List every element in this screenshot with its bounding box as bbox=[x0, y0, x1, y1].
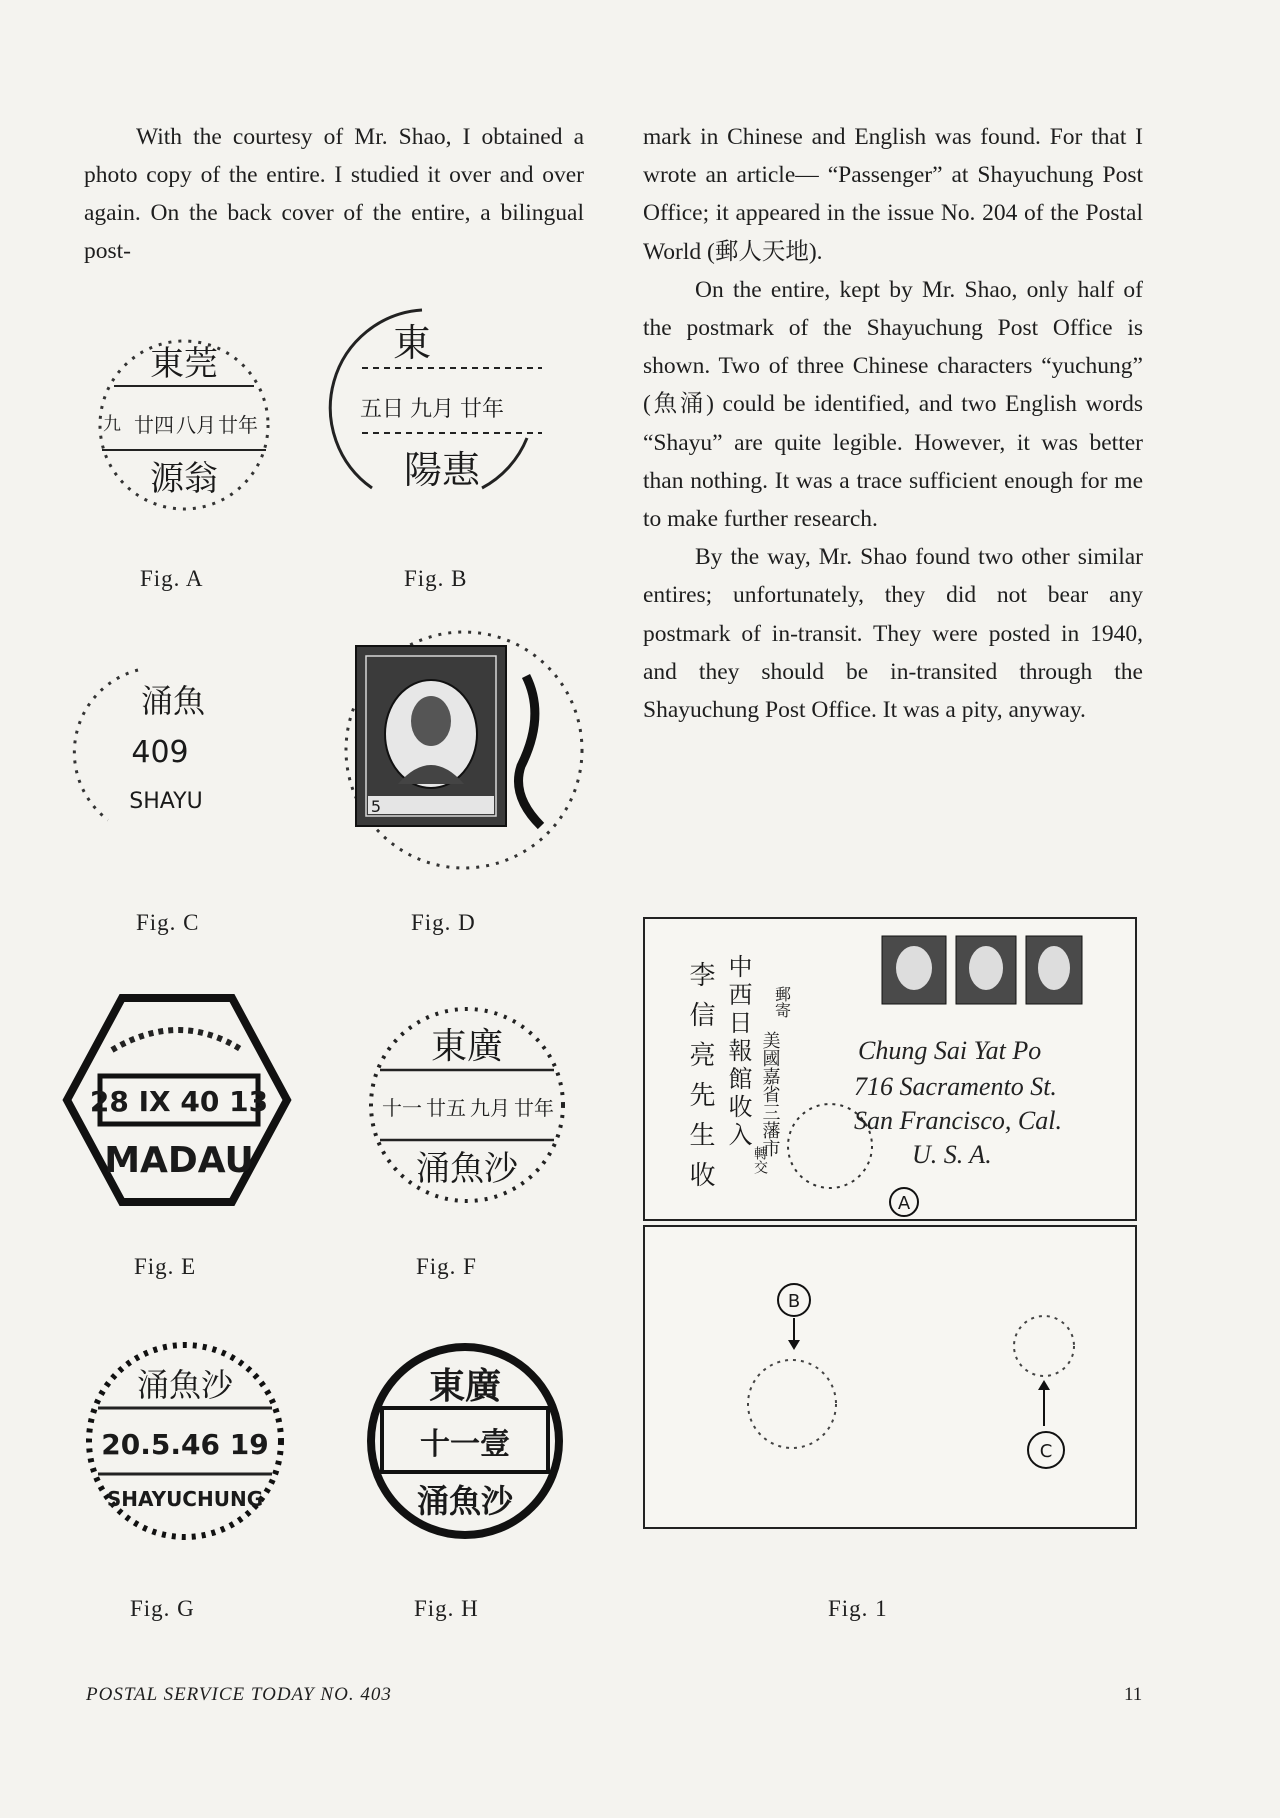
fig-a-date-1: 廿四 bbox=[134, 413, 174, 437]
figure-e-postmark bbox=[62, 990, 292, 1210]
fig-e-date: 28 IX 40 13 bbox=[89, 1085, 269, 1118]
fig-h-top-text: 東廣 bbox=[428, 1366, 502, 1407]
journal-footer: POSTAL SERVICE TODAY NO. 403 bbox=[86, 1684, 392, 1705]
fig-b-bottom-text: 陽惠 bbox=[403, 448, 481, 492]
figure-g-postmark bbox=[80, 1336, 290, 1546]
cover-marker-b: B bbox=[787, 1291, 801, 1312]
cover-address-line-4: U. S. A. bbox=[912, 1140, 992, 1169]
fig-d-caption: Fig. D bbox=[411, 910, 476, 935]
fig-b-date-1: 五日 bbox=[359, 397, 405, 422]
fig-c-top-text: 涌魚 bbox=[140, 682, 206, 720]
fig-g-date: 20.5.46 19 bbox=[101, 1428, 269, 1461]
cover-forward-vertical: 轉交 bbox=[752, 1146, 768, 1174]
figure-f-postmark bbox=[362, 1000, 572, 1210]
figure-b-postmark bbox=[332, 298, 552, 518]
fig-b-caption: Fig. B bbox=[404, 566, 468, 591]
fig-1-caption: Fig. 1 bbox=[828, 1596, 888, 1621]
fig-f-date-2: 廿五 bbox=[426, 1096, 466, 1120]
fig-c-bottom-text: SHAYU bbox=[129, 789, 203, 814]
fig-a-date-2: 八月 bbox=[176, 413, 216, 437]
cover-newspaper-vertical: 中西日報館收入 bbox=[724, 954, 752, 1150]
figure-h-postmark bbox=[360, 1336, 570, 1546]
fig-e-caption: Fig. E bbox=[134, 1254, 197, 1279]
fig-f-date-3: 九月 bbox=[470, 1096, 510, 1120]
right-column-text bbox=[643, 118, 1143, 729]
fig-a-day: 九 bbox=[103, 414, 121, 435]
fig-a-date-3: 廿年 bbox=[218, 413, 258, 437]
fig-c-caption: Fig. C bbox=[136, 910, 200, 935]
cover-address-line-1: Chung Sai Yat Po bbox=[858, 1036, 1042, 1065]
cover-destination-vertical: 美國嘉省三藩市 bbox=[759, 1031, 781, 1157]
fig-g-caption: Fig. G bbox=[130, 1596, 195, 1621]
page-number: 11 bbox=[1124, 1684, 1143, 1705]
fig-a-top-text: 東莞 bbox=[150, 344, 218, 384]
paragraph-right-3: By the way, Mr. Shao found two other similar entires; unfortunately, they did not bear any postmark of in-transit. They were posted in 1940, and they should be in-transited through the Shayuchung Post Office. It was a pity, anyway. bbox=[643, 544, 1143, 724]
fig-g-top-text: 涌魚沙 bbox=[136, 1366, 234, 1404]
cover-addressee-vertical: 李信亮先生收 bbox=[685, 961, 715, 1201]
fig-a-bottom-text: 源翁 bbox=[150, 459, 218, 499]
left-column-text bbox=[84, 118, 584, 270]
fig-b-top-text: 東 bbox=[392, 321, 432, 365]
fig-f-date-4: 廿年 bbox=[514, 1096, 554, 1120]
fig-b-date-3: 廿年 bbox=[459, 397, 505, 422]
fig-h-bottom-text: 涌魚沙 bbox=[416, 1482, 514, 1520]
cover-post-vertical: 郵寄 bbox=[772, 986, 792, 1018]
fig-f-caption: Fig. F bbox=[416, 1254, 477, 1279]
fig-a-caption: Fig. A bbox=[140, 566, 204, 591]
fig-e-bottom-text: MADAU bbox=[104, 1140, 254, 1181]
figure-a-postmark bbox=[84, 330, 284, 520]
cover-stamps bbox=[882, 936, 1082, 1004]
cover-marker-c: C bbox=[1039, 1441, 1053, 1462]
cover-address-line-3: San Francisco, Cal. bbox=[854, 1106, 1062, 1135]
cover-marker-a: A bbox=[897, 1193, 911, 1214]
paragraph-right-1: mark in Chinese and English was found. For that I wrote an article— “Passenger” at Shayuchung Post Office; it appeared in the issue No. 204 of the Postal World (郵人天地). bbox=[643, 124, 1143, 265]
fig-f-bottom-text: 涌魚沙 bbox=[416, 1149, 518, 1189]
fig-h-caption: Fig. H bbox=[414, 1596, 479, 1621]
fig-f-date-1: 十一 bbox=[382, 1096, 422, 1120]
fig-d-stamp-value: 5 bbox=[370, 797, 382, 816]
cover-address-line-2: 716 Sacramento St. bbox=[854, 1072, 1057, 1101]
figure-c-postmark bbox=[88, 660, 238, 840]
fig-f-top-text: 東廣 bbox=[430, 1026, 504, 1067]
fig-c-number: 409 bbox=[131, 735, 189, 770]
figure-1-cover bbox=[640, 916, 1140, 1536]
fig-h-date: 十一壹 bbox=[420, 1427, 510, 1462]
fig-b-date-2: 九月 bbox=[409, 397, 455, 422]
paragraph-right-2: On the entire, kept by Mr. Shao, only half of the postmark of the Shayuchung Post Office is shown. Two of three Chinese characters “yuchung” (魚涌) could be identified, and two English words “Shayu” are quite legible. However, it was better than nothing. It was a trace sufficient enough for me to make further research. bbox=[643, 276, 1143, 533]
figure-d-stamp-on-piece bbox=[336, 616, 576, 876]
paragraph-left-1: With the courtesy of Mr. Shao, I obtained a photo copy of the entire. I studied it over and over again. On the back cover of the entire, a bilingual post- bbox=[84, 124, 584, 264]
fig-g-bottom-text: SHAYUCHUNG bbox=[106, 1487, 264, 1511]
